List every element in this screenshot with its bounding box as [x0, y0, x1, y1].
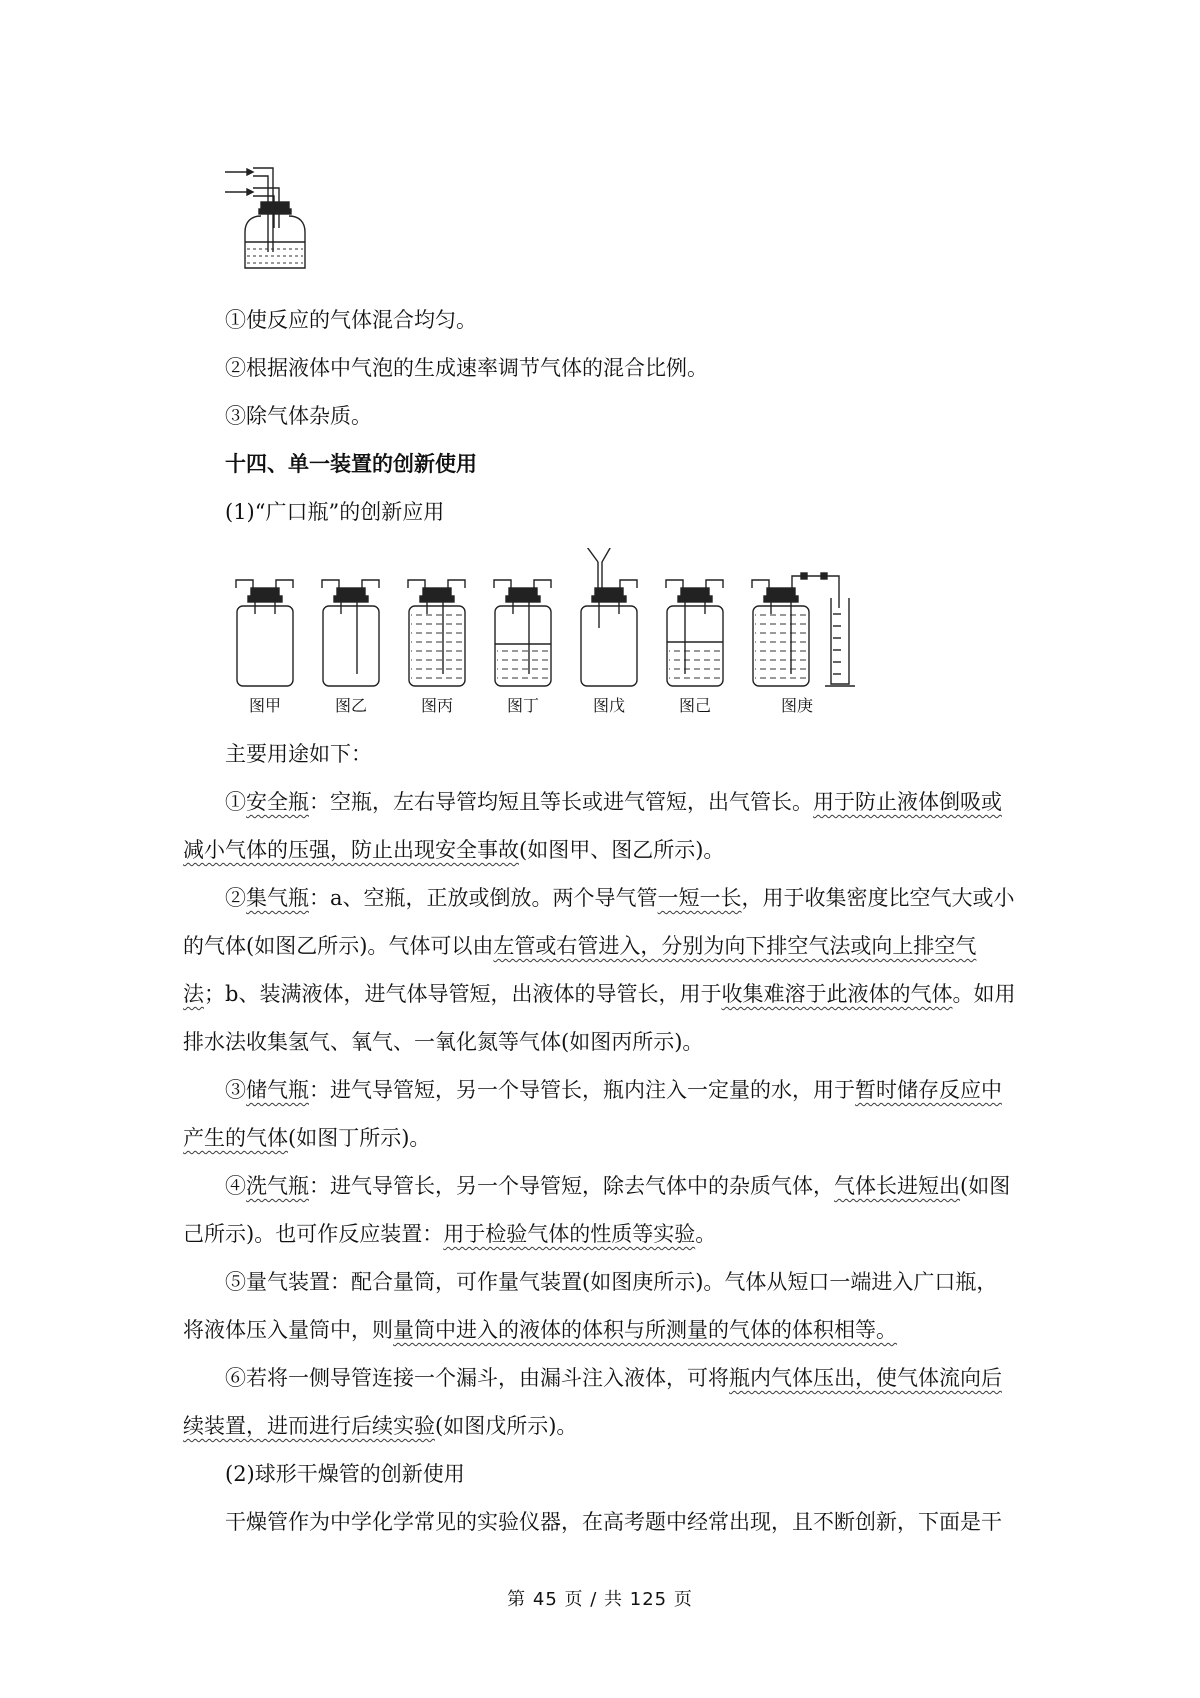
- figure-label: 图丁: [506, 696, 540, 715]
- bottle-ji: [666, 580, 723, 686]
- paragraph-line: ①安全瓶：空瓶，左右导管均短且等长或进气管短，出气管长。用于防止液体倒吸或: [225, 790, 1002, 814]
- list-item: ③除气体杂质。: [225, 404, 372, 428]
- bottle-bing: [408, 580, 465, 686]
- paragraph-line: 续装置，进而进行后续实验(如图戊所示)。: [183, 1414, 578, 1438]
- bottle-jia: [236, 580, 293, 686]
- subsection-title: (2)球形干燥管的创新使用: [225, 1462, 465, 1486]
- paragraph-line: ⑥若将一侧导管连接一个漏斗，由漏斗注入液体，可将瓶内气体压出，使气体流向后: [225, 1366, 1002, 1390]
- figure-label: 图己: [678, 696, 712, 715]
- paragraph-line: ④洗气瓶：进气导管长，另一个导管短，除去气体中的杂质气体，气体长进短出(如图: [225, 1174, 1011, 1198]
- list-item: ②根据液体中气泡的生成速率调节气体的混合比例。: [225, 356, 708, 380]
- figure-label: 图戊: [592, 696, 626, 715]
- paragraph-line: ⑤量气装置：配合量筒，可作量气装置(如图庚所示)。气体从短口一端进入广口瓶，: [225, 1270, 998, 1294]
- bottle-ding: [494, 580, 551, 686]
- bottle-geng: [752, 573, 855, 686]
- figure-label: 图庚: [780, 696, 814, 715]
- section-title: 十四、单一装置的创新使用: [225, 451, 477, 476]
- paragraph-line: 排水法收集氢气、氧气、一氧化氮等气体(如图丙所示)。: [183, 1030, 704, 1054]
- paragraph-line: 将液体压入量筒中，则量筒中进入的液体的体积与所测量的气体的体积相等。: [183, 1318, 897, 1342]
- uses-intro: 主要用途如下：: [225, 742, 372, 766]
- paragraph-line: 减小气体的压强，防止出现安全事故(如图甲、图乙所示)。: [183, 838, 725, 862]
- figure-label: 图乙: [334, 696, 368, 715]
- gas-mixing-bottle-figure: [225, 158, 335, 288]
- paragraph-line: 的气体(如图乙所示)。气体可以由左管或右管进入，分别为向下排空气法或向上排空气: [183, 934, 977, 958]
- paragraph-line: 干燥管作为中学化学常见的实验仪器，在高考题中经常出现，且不断创新，下面是干: [225, 1510, 1002, 1534]
- bottle-yi: [322, 580, 379, 686]
- figure-label: 图甲: [248, 696, 282, 715]
- paragraph-line: 己所示)。也可作反应装置：用于检验气体的性质等实验。: [183, 1222, 717, 1246]
- subsection-title: (1)“广口瓶”的创新应用: [225, 500, 445, 524]
- page-footer: 第 45 页 / 共 125 页: [507, 1589, 693, 1610]
- paragraph-line: ③储气瓶：进气导管短，另一个导管长，瓶内注入一定量的水，用于暂时储存反应中: [225, 1078, 1002, 1102]
- bottle-wu: [579, 548, 637, 686]
- paragraph-line: ②集气瓶：a、空瓶，正放或倒放。两个导气管一短一长，用于收集密度比空气大或小: [225, 886, 1015, 910]
- paragraph-line: 法；b、装满液体，进气体导管短，出液体的导管长，用于收集难溶于此液体的气体。如用: [183, 982, 1016, 1006]
- list-item: ①使反应的气体混合均匀。: [225, 308, 477, 332]
- figure-label: 图丙: [420, 696, 454, 715]
- paragraph-line: 产生的气体(如图丁所示)。: [183, 1126, 431, 1150]
- wide-mouth-bottle-figures: [225, 548, 905, 718]
